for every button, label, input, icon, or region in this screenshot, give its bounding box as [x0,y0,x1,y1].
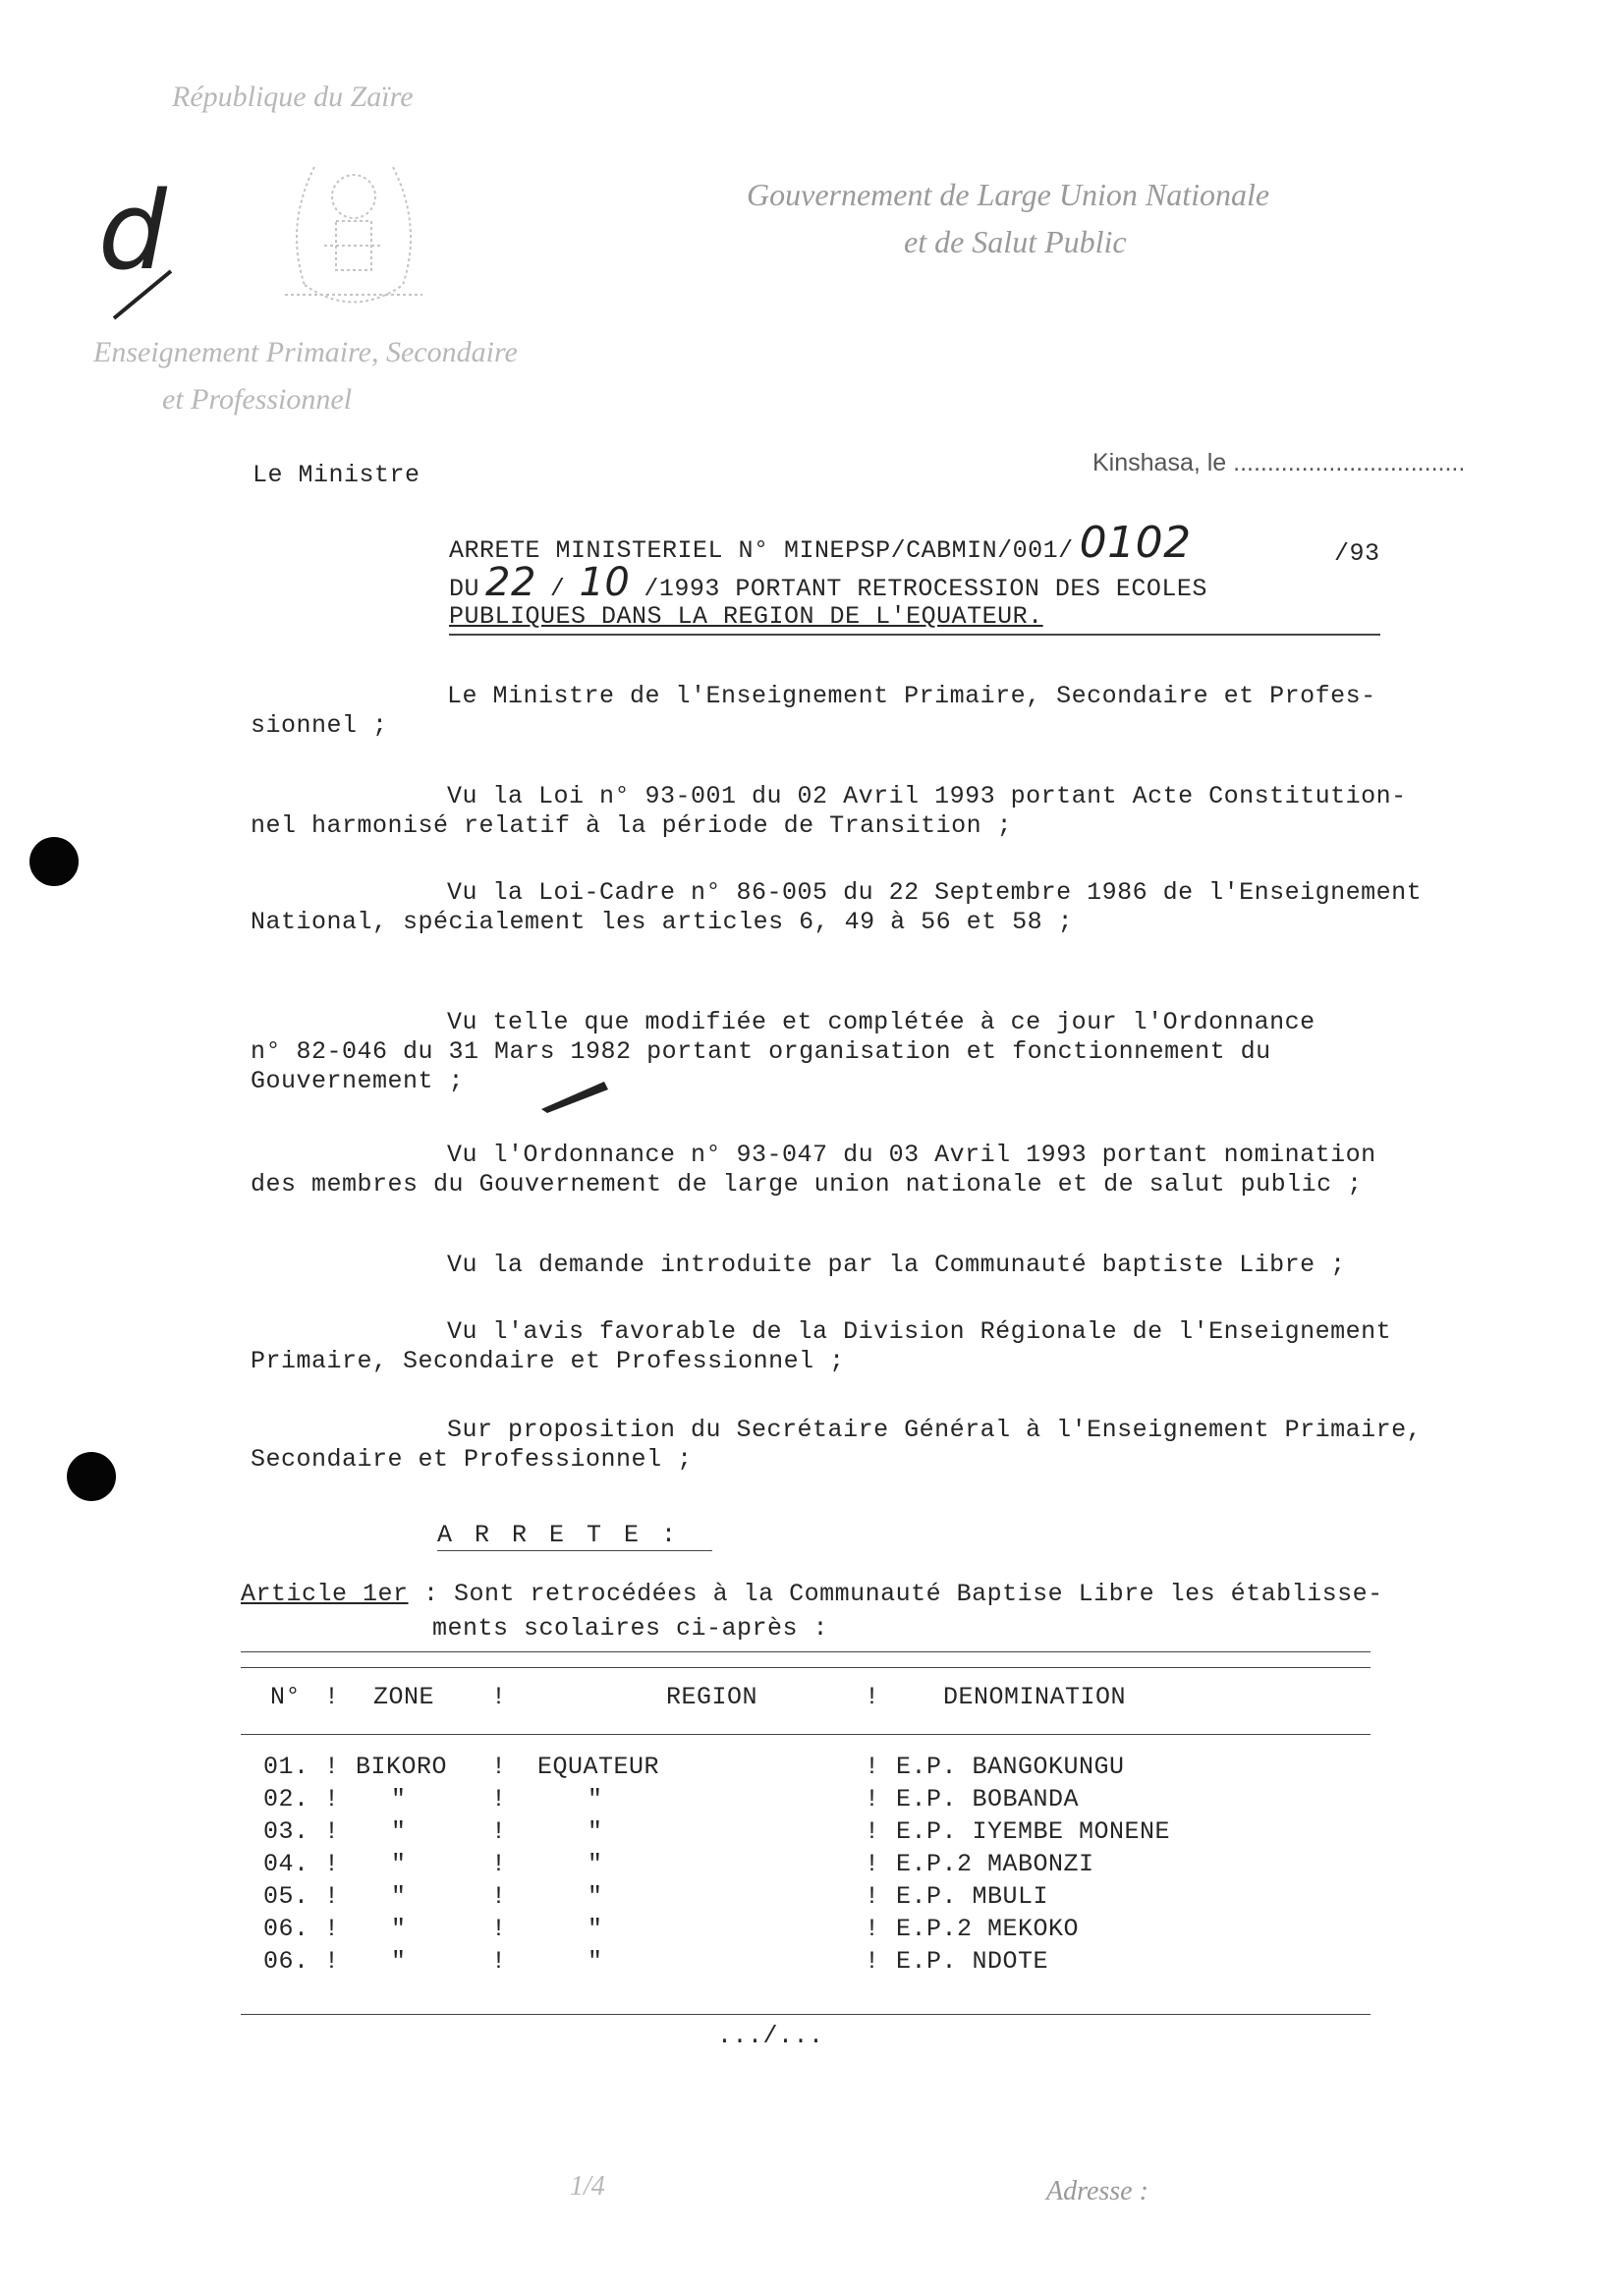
col-header-zone: ZONE [373,1683,435,1711]
signatory: Le Ministre [252,461,420,489]
ink-smudge [535,1076,614,1115]
p4-line3: Gouvernement ; [251,1067,465,1095]
government-line2: et de Salut Public [904,224,1127,259]
government-line1: Gouvernement de Large Union Nationale [747,177,1270,212]
table-bottom-rule [241,2014,1371,2015]
arrete-underline [437,1550,712,1551]
table-row [0,1784,1624,1815]
arrete-heading: A R R E T E : [437,1521,681,1549]
cell-zone: " [391,1850,407,1878]
cell-sep: ! [491,1915,507,1943]
cell-no: 01. [263,1753,309,1781]
table-top-rule [241,1651,1371,1652]
cell-denomination: E.P. NDOTE [896,1947,1049,1976]
col-header-denomination: DENOMINATION [943,1683,1127,1711]
p7-line1: Vu l'avis favorable de la Division Régionale de l'Enseignement [447,1317,1392,1346]
cell-zone: " [391,1817,407,1846]
cell-sep: ! [865,1817,880,1846]
cell-sep: ! [865,1850,880,1878]
title-line2-suffix: /1993 PORTANT RETROCESSION DES ECOLES [644,575,1207,603]
cell-no: 06. [263,1915,309,1943]
cell-sep: ! [324,1850,340,1878]
cell-denomination: E.P. MBULI [896,1882,1049,1911]
table-header [0,1682,1624,1715]
month-handwritten: 10 [579,560,631,605]
bottom-center-faint: 1/4 [570,2171,605,2202]
cell-sep: ! [491,1850,507,1878]
cell-sep: ! [491,1817,507,1846]
cell-no: 05. [263,1882,309,1911]
cell-sep: ! [491,1882,507,1911]
p4-line1: Vu telle que modifiée et complétée à ce jour l'Ordonnance [447,1008,1316,1036]
handwritten-initial: d [98,168,167,294]
col-header-no: N° [270,1683,302,1711]
title-year-suffix: /93 [1334,539,1380,568]
p6-line1: Vu la demande introduite par la Communauté baptiste Libre ; [447,1251,1346,1279]
cell-sep: ! [865,1753,880,1781]
cell-sep: ! [865,1882,880,1911]
cell-sep: ! [865,1785,880,1813]
table-row [0,1849,1624,1880]
place-date: Kinshasa, le .................................. [1092,449,1466,476]
title-prefix: ARRETE MINISTERIEL N° MINEPSP/CABMIN/001/ [449,536,1074,565]
ministry-faint-line2: et Professionnel [162,383,353,416]
decree-title-line2 [449,560,1207,605]
cell-denomination: E.P.2 MABONZI [896,1850,1094,1878]
cell-region: " [588,1947,603,1976]
cell-sep: ! [324,1753,340,1781]
ministry-faint-line1: Enseignement Primaire, Secondaire [93,336,518,368]
col-header-region: REGION [666,1683,758,1711]
cell-sep: ! [865,1915,880,1943]
coat-of-arms-emblem [246,138,462,324]
cell-sep: ! [865,1947,880,1976]
cell-sep: ! [324,1785,340,1813]
table-row [0,1914,1624,1945]
cell-sep: ! [491,1753,507,1781]
decree-title-line1 [449,518,1192,568]
cell-denomination: E.P. BOBANDA [896,1785,1080,1813]
decree-title-line3: PUBLIQUES DANS LA REGION DE L'EQUATEUR. [449,602,1043,631]
decree-number-handwritten: 0102 [1079,518,1192,568]
table-row [0,1881,1624,1913]
cell-zone: " [391,1785,407,1813]
table-row [0,1816,1624,1848]
p1-line1: Le Ministre de l'Enseignement Primaire, Secondaire et Profes- [447,682,1376,710]
p3-line1: Vu la Loi-Cadre n° 86-005 du 22 Septembre 1986 de l'Enseignement [447,878,1423,907]
p2-line1: Vu la Loi n° 93-001 du 02 Avril 1993 portant Acte Constitution- [447,782,1407,810]
cell-region: " [588,1850,603,1878]
cell-region: EQUATEUR [537,1753,660,1781]
cell-region: " [588,1882,603,1911]
p2-line2: nel harmonisé relatif à la période de Transition ; [251,811,1013,840]
punch-hole-top [29,837,79,886]
cell-region: " [588,1817,603,1846]
cell-zone: " [391,1882,407,1911]
article-label: Article 1er [241,1580,409,1608]
cell-sep: ! [491,1785,507,1813]
p5-line2: des membres du Gouvernement de large union nationale et de salut public ; [251,1170,1363,1199]
cell-no: 02. [263,1785,309,1813]
cell-denomination: E.P. IYEMBE MONENE [896,1817,1171,1846]
title-du: DU [449,575,480,603]
cell-zone: BIKORO [356,1753,448,1781]
initial-stroke [108,265,177,324]
p4-line2: n° 82-046 du 31 Mars 1982 portant organisation et fonctionnement du [251,1037,1271,1066]
cell-region: " [588,1785,603,1813]
p8-line2: Secondaire et Professionnel ; [251,1445,693,1474]
p8-line1: Sur proposition du Secrétaire Général à l'Enseignement Primaire, [447,1416,1423,1444]
table-header-rule [241,1734,1371,1735]
cell-sep: ! [324,1947,340,1976]
continuation-mark: .../... [717,2022,824,2050]
article-line2: ments scolaires ci-après : [432,1614,829,1643]
punch-hole-bottom [67,1452,116,1501]
cell-zone: " [391,1915,407,1943]
top-left-faint-text: République du Zaïre [172,81,414,113]
cell-denomination: E.P. BANGOKUNGU [896,1753,1125,1781]
cell-no: 03. [263,1817,309,1846]
table-row [0,1752,1624,1783]
title-rule [449,634,1380,636]
col-sep-3: ! [865,1683,880,1711]
cell-sep: ! [491,1947,507,1976]
article-text: : Sont retrocédées à la Communauté Baptise Libre les établisse- [408,1580,1383,1608]
cell-region: " [588,1915,603,1943]
col-sep-2: ! [491,1683,507,1711]
cell-denomination: E.P.2 MEKOKO [896,1915,1080,1943]
day-handwritten: 22 [485,560,536,605]
cell-sep: ! [324,1817,340,1846]
date-separator: / [549,575,566,603]
p3-line2: National, spécialement les articles 6, 49 à 56 et 58 ; [251,908,1074,936]
p1-line2: sionnel ; [251,711,388,740]
cell-no: 04. [263,1850,309,1878]
cell-sep: ! [324,1882,340,1911]
p7-line2: Primaire, Secondaire et Professionnel ; [251,1347,845,1375]
cell-no: 06. [263,1947,309,1976]
cell-sep: ! [324,1915,340,1943]
col-sep-1: ! [324,1683,340,1711]
cell-zone: " [391,1947,407,1976]
p5-line1: Vu l'Ordonnance n° 93-047 du 03 Avril 1993 portant nomination [447,1141,1376,1169]
bottom-right-faint: Adresse : [1046,2176,1148,2206]
table-row [0,1946,1624,1978]
article-line1 [241,1579,1383,1609]
table-top-rule-2 [241,1667,1371,1668]
